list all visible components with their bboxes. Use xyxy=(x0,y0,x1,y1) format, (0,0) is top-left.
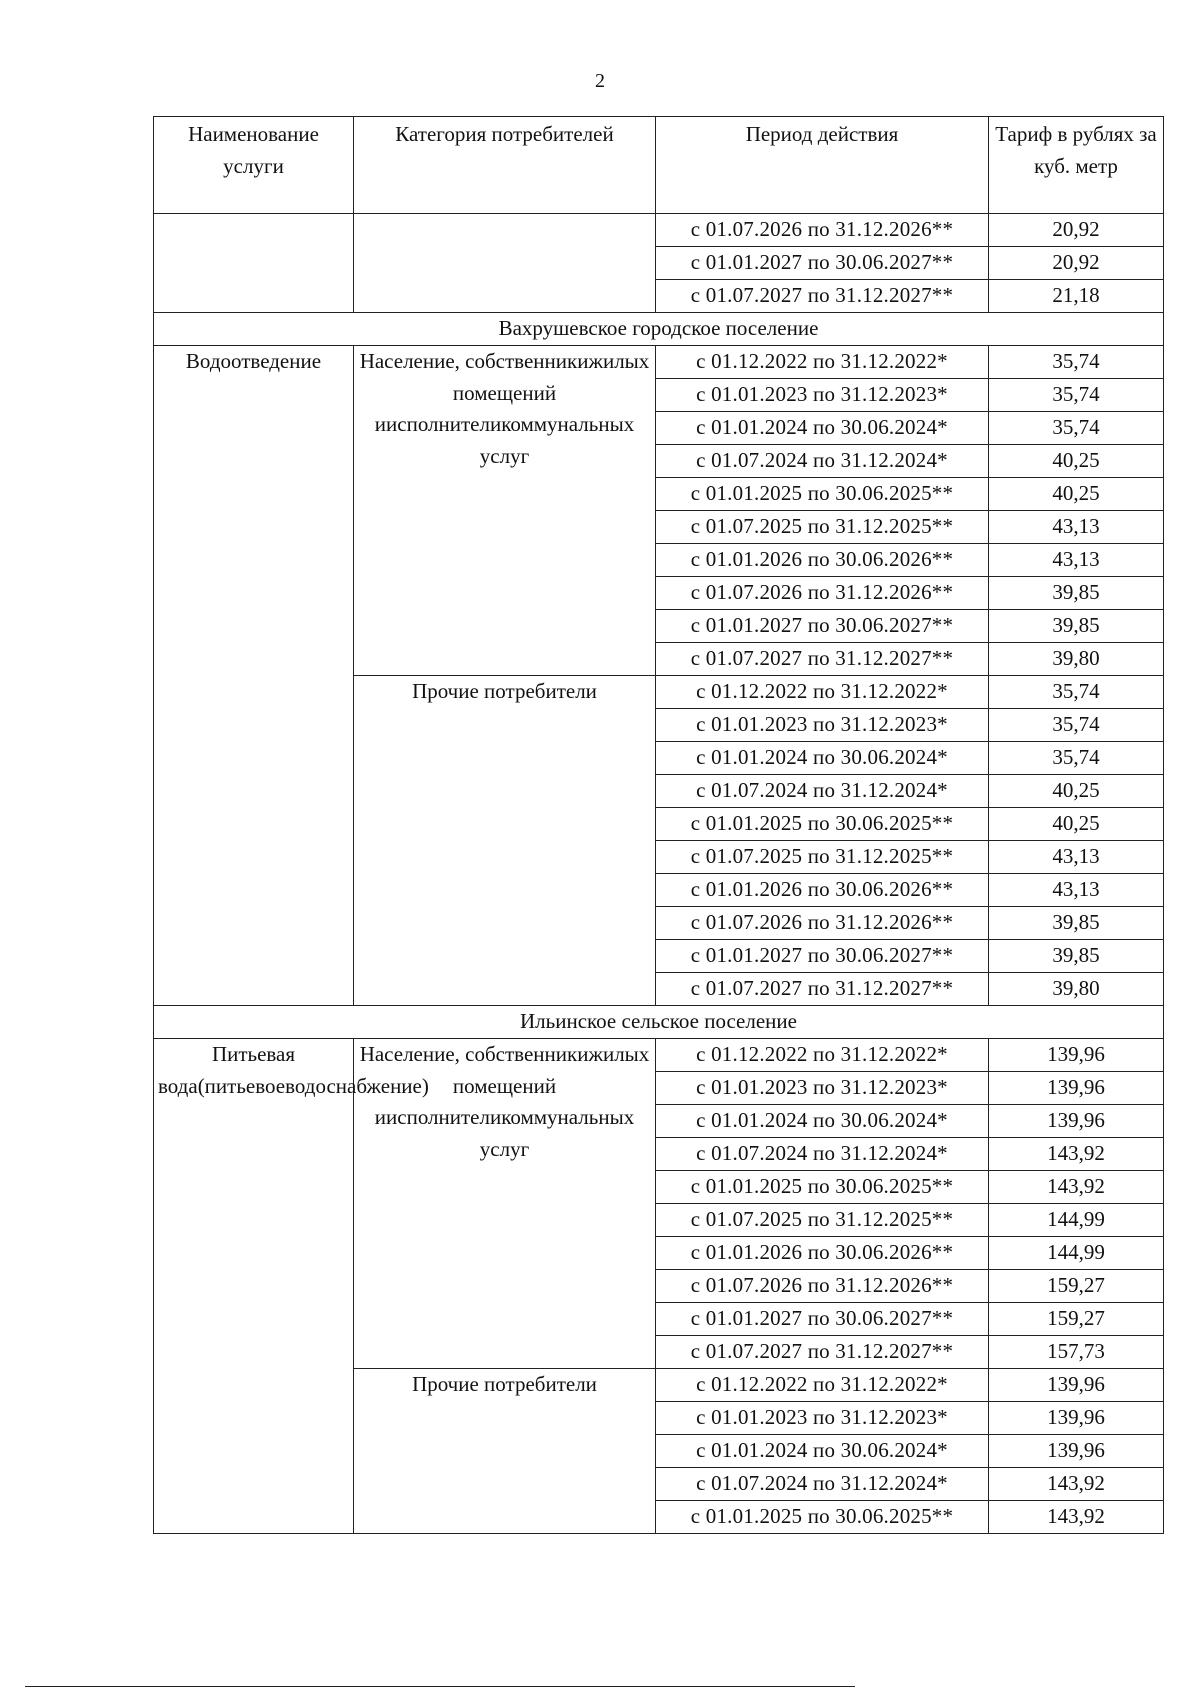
rate-cell: 139,96 xyxy=(989,1072,1164,1105)
period-cell: с 01.01.2023 по 31.12.2023* xyxy=(656,1072,989,1105)
rate-cell: 35,74 xyxy=(989,709,1164,742)
service-cell xyxy=(154,214,354,313)
rate-cell: 40,25 xyxy=(989,445,1164,478)
rate-cell: 139,96 xyxy=(989,1369,1164,1402)
category-line: жилых помещений и xyxy=(374,1042,650,1129)
rate-cell: 144,99 xyxy=(989,1237,1164,1270)
period-cell: с 01.07.2025 по 31.12.2025** xyxy=(656,511,989,544)
rate-cell: 139,96 xyxy=(989,1435,1164,1468)
rate-cell: 43,13 xyxy=(989,511,1164,544)
period-cell: с 01.01.2024 по 30.06.2024* xyxy=(656,412,989,445)
period-cell: с 01.07.2027 по 31.12.2027** xyxy=(656,643,989,676)
rate-cell: 143,92 xyxy=(989,1171,1164,1204)
period-cell: с 01.07.2027 по 31.12.2027** xyxy=(656,280,989,313)
rate-cell: 39,80 xyxy=(989,973,1164,1006)
service-line: водоснабжение) xyxy=(285,1073,429,1098)
period-cell: с 01.01.2026 по 30.06.2026** xyxy=(656,544,989,577)
service-line: (питьевое xyxy=(197,1073,286,1098)
period-cell: с 01.01.2027 по 30.06.2027** xyxy=(656,940,989,973)
section-title: Ильинское сельское поселение xyxy=(154,1006,1164,1039)
period-cell: с 01.07.2026 по 31.12.2026** xyxy=(656,577,989,610)
header-service: Наименование услуги xyxy=(154,117,354,214)
period-cell: с 01.07.2024 по 31.12.2024* xyxy=(656,775,989,808)
period-cell: с 01.12.2022 по 31.12.2022* xyxy=(656,346,989,379)
rate-cell: 39,85 xyxy=(989,940,1164,973)
period-cell: с 01.07.2026 по 31.12.2026** xyxy=(656,214,989,247)
period-cell: с 01.01.2027 по 30.06.2027** xyxy=(656,1303,989,1336)
rate-cell: 40,25 xyxy=(989,808,1164,841)
tariff-table xyxy=(153,116,1164,1534)
period-cell: с 01.07.2024 по 31.12.2024* xyxy=(656,445,989,478)
period-cell: с 01.07.2024 по 31.12.2024* xyxy=(656,1138,989,1171)
period-cell: с 01.01.2024 по 30.06.2024* xyxy=(656,1435,989,1468)
section-title-row xyxy=(154,313,1164,346)
rate-cell: 43,13 xyxy=(989,544,1164,577)
period-cell: с 01.07.2025 по 31.12.2025** xyxy=(656,841,989,874)
rate-cell: 35,74 xyxy=(989,346,1164,379)
rate-cell: 159,27 xyxy=(989,1303,1164,1336)
rate-cell: 139,96 xyxy=(989,1105,1164,1138)
rate-cell: 39,85 xyxy=(989,610,1164,643)
category-line: Прочие потребители xyxy=(412,1372,597,1396)
rate-cell: 35,74 xyxy=(989,412,1164,445)
header-category: Категория потребителей xyxy=(354,117,656,214)
period-cell: с 01.01.2026 по 30.06.2026** xyxy=(656,1237,989,1270)
period-cell: с 01.01.2024 по 30.06.2024* xyxy=(656,1105,989,1138)
rate-cell: 159,27 xyxy=(989,1270,1164,1303)
period-cell: с 01.07.2025 по 31.12.2025** xyxy=(656,1204,989,1237)
category-cell xyxy=(354,676,656,1006)
service-line: Питьевая вода xyxy=(158,1042,296,1098)
rate-cell: 144,99 xyxy=(989,1204,1164,1237)
header-rate: Тариф в рублях за куб. метр xyxy=(989,117,1164,214)
period-cell: с 01.12.2022 по 31.12.2022* xyxy=(656,1369,989,1402)
rate-cell: 43,13 xyxy=(989,874,1164,907)
period-cell: с 01.01.2025 по 30.06.2025** xyxy=(656,1501,989,1534)
category-line: жилых помещений и xyxy=(374,349,650,436)
rate-cell: 143,92 xyxy=(989,1138,1164,1171)
service-line: Водоотведение xyxy=(185,349,322,373)
period-cell: с 01.01.2025 по 30.06.2025** xyxy=(656,478,989,511)
period-cell: с 01.07.2027 по 31.12.2027** xyxy=(656,1336,989,1369)
category-cell xyxy=(354,1369,656,1534)
table-body xyxy=(154,214,1164,1534)
period-cell: с 01.01.2023 по 31.12.2023* xyxy=(656,1402,989,1435)
rate-cell: 21,18 xyxy=(989,280,1164,313)
category-line: Население, собственники xyxy=(359,1042,589,1066)
period-cell: с 01.01.2025 по 30.06.2025** xyxy=(656,1171,989,1204)
rate-cell: 139,96 xyxy=(989,1402,1164,1435)
period-cell: с 01.01.2023 по 31.12.2023* xyxy=(656,379,989,412)
table-row xyxy=(154,1039,1164,1072)
rate-cell: 40,25 xyxy=(989,478,1164,511)
rate-cell: 39,85 xyxy=(989,907,1164,940)
footnote-divider xyxy=(25,1686,855,1687)
rate-cell: 43,13 xyxy=(989,841,1164,874)
period-cell: с 01.01.2025 по 30.06.2025** xyxy=(656,808,989,841)
table-row xyxy=(154,346,1164,379)
rate-cell: 40,25 xyxy=(989,775,1164,808)
period-cell: с 01.01.2023 по 31.12.2023* xyxy=(656,709,989,742)
rate-cell: 143,92 xyxy=(989,1468,1164,1501)
period-cell: с 01.07.2024 по 31.12.2024* xyxy=(656,1468,989,1501)
header-period: Период действия xyxy=(656,117,989,214)
category-line: коммунальных услуг xyxy=(479,1105,635,1161)
period-cell: с 01.07.2026 по 31.12.2026** xyxy=(656,1270,989,1303)
header-row xyxy=(154,117,1164,214)
rate-cell: 35,74 xyxy=(989,379,1164,412)
period-cell: с 01.01.2026 по 30.06.2026** xyxy=(656,874,989,907)
service-cell xyxy=(154,346,354,1006)
rate-cell: 39,80 xyxy=(989,643,1164,676)
period-cell: с 01.12.2022 по 31.12.2022* xyxy=(656,1039,989,1072)
category-cell xyxy=(354,346,656,676)
section-title-row xyxy=(154,1006,1164,1039)
rate-cell: 20,92 xyxy=(989,247,1164,280)
period-cell: с 01.01.2027 по 30.06.2027** xyxy=(656,610,989,643)
period-cell: с 01.01.2024 по 30.06.2024* xyxy=(656,742,989,775)
service-cell xyxy=(154,1039,429,1534)
category-line: исполнители xyxy=(386,1105,502,1129)
rate-cell: 39,85 xyxy=(989,577,1164,610)
section-title: Вахрушевское городское поселение xyxy=(154,313,1164,346)
category-line: исполнители xyxy=(386,412,502,436)
period-cell: с 01.01.2027 по 30.06.2027** xyxy=(656,247,989,280)
rate-cell: 35,74 xyxy=(989,742,1164,775)
category-line: Прочие потребители xyxy=(412,679,597,703)
period-cell: с 01.07.2027 по 31.12.2027** xyxy=(656,973,989,1006)
rate-cell: 143,92 xyxy=(989,1501,1164,1534)
category-line: коммунальных услуг xyxy=(479,412,635,468)
category-line: Население, собственники xyxy=(359,349,589,373)
period-cell: с 01.07.2026 по 31.12.2026** xyxy=(656,907,989,940)
table-row xyxy=(154,214,1164,247)
rate-cell: 139,96 xyxy=(989,1039,1164,1072)
rate-cell: 157,73 xyxy=(989,1336,1164,1369)
rate-cell: 20,92 xyxy=(989,214,1164,247)
period-cell: с 01.12.2022 по 31.12.2022* xyxy=(656,676,989,709)
rate-cell: 35,74 xyxy=(989,676,1164,709)
category-cell xyxy=(354,214,656,313)
page-number: 2 xyxy=(595,70,605,92)
